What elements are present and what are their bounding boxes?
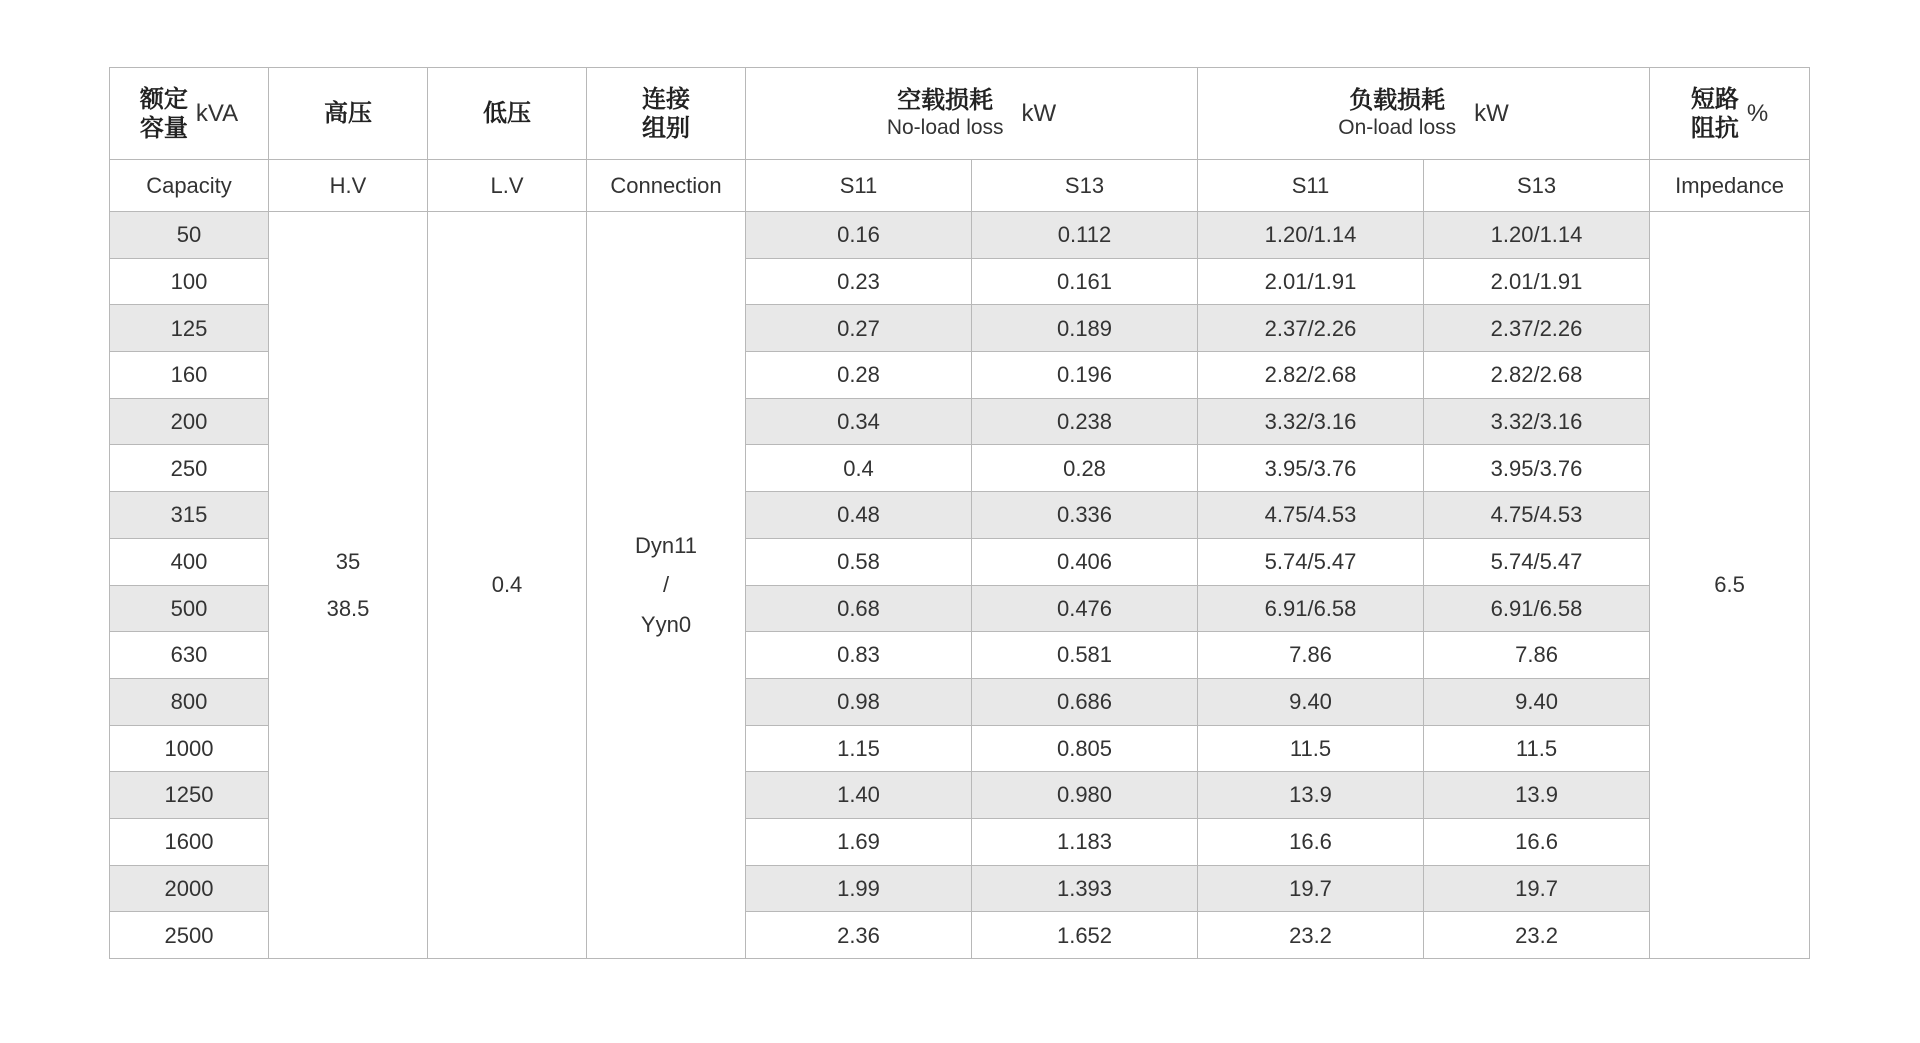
onload-s11-header [1198, 160, 1424, 212]
hv-value-1: 35 [335, 548, 361, 574]
lv-en-header [428, 160, 587, 212]
connection-value-2: / [662, 572, 670, 598]
lv-en: L.V [490, 172, 524, 198]
onload-s13-cell: 9.40 [1424, 678, 1650, 725]
table-row [110, 212, 1810, 259]
noload-s11-cell: 0.4 [746, 445, 972, 492]
onload-en: On-load loss [1338, 116, 1457, 140]
noload-s13-cell: 0.161 [972, 258, 1198, 305]
impedance-merged-cell [1650, 212, 1810, 959]
hv-merged-cell [269, 212, 428, 959]
onload-s11-cell: 16.6 [1198, 818, 1424, 865]
onload-s13-cell: 11.5 [1424, 725, 1650, 772]
onload-s13-cell: 4.75/4.53 [1424, 492, 1650, 539]
connection-merged-cell [587, 212, 746, 959]
impedance-cn-line2: 阻抗 [1690, 113, 1739, 142]
capacity-cell: 630 [110, 632, 269, 679]
noload-s13-cell: 0.686 [972, 678, 1198, 725]
table-body [110, 212, 1810, 959]
impedance-value: 6.5 [1714, 572, 1745, 598]
onload-s11-cell: 7.86 [1198, 632, 1424, 679]
onload-s11-cell: 2.82/2.68 [1198, 352, 1424, 399]
capacity-unit: kVA [195, 99, 239, 127]
noload-cn: 空载损耗 [897, 85, 994, 114]
noload-s11-cell: 1.99 [746, 865, 972, 912]
noload-header [746, 68, 1198, 160]
onload-s11-cell: 4.75/4.53 [1198, 492, 1424, 539]
noload-s13-cell: 0.196 [972, 352, 1198, 399]
onload-s13-cell: 3.95/3.76 [1424, 445, 1650, 492]
onload-s13-cell: 13.9 [1424, 772, 1650, 819]
onload-s11-cell: 3.32/3.16 [1198, 398, 1424, 445]
noload-s13-cell: 0.238 [972, 398, 1198, 445]
noload-s11-cell: 1.15 [746, 725, 972, 772]
hv-cn: 高压 [324, 98, 372, 127]
onload-header [1198, 68, 1650, 160]
noload-en: No-load loss [886, 116, 1004, 140]
onload-s11-cell: 19.7 [1198, 865, 1424, 912]
onload-s11-label: S11 [1291, 172, 1330, 198]
lv-header [428, 68, 587, 160]
noload-s13-cell: 0.805 [972, 725, 1198, 772]
hv-en-header [269, 160, 428, 212]
noload-s13-cell: 1.652 [972, 912, 1198, 959]
capacity-cn-line2: 容量 [139, 113, 188, 142]
onload-s13-cell: 6.91/6.58 [1424, 585, 1650, 632]
capacity-cell: 800 [110, 678, 269, 725]
noload-s13-cell: 0.406 [972, 538, 1198, 585]
noload-s13-label: S13 [1064, 172, 1105, 198]
noload-s13-cell: 0.28 [972, 445, 1198, 492]
capacity-cell: 1000 [110, 725, 269, 772]
capacity-cell: 160 [110, 352, 269, 399]
onload-s13-cell: 2.01/1.91 [1424, 258, 1650, 305]
impedance-header [1650, 68, 1810, 160]
noload-s13-cell: 0.189 [972, 305, 1198, 352]
noload-s11-label: S11 [839, 172, 878, 198]
capacity-cell: 50 [110, 212, 269, 259]
connection-header [587, 68, 746, 160]
noload-s11-header [746, 160, 972, 212]
onload-unit: kW [1474, 99, 1509, 127]
onload-s11-cell: 13.9 [1198, 772, 1424, 819]
noload-s11-cell: 0.68 [746, 585, 972, 632]
onload-s13-cell: 5.74/5.47 [1424, 538, 1650, 585]
capacity-header [110, 68, 269, 160]
capacity-cell: 100 [110, 258, 269, 305]
onload-s11-cell: 6.91/6.58 [1198, 585, 1424, 632]
onload-s13-cell: 2.37/2.26 [1424, 305, 1650, 352]
connection-cn-line1: 连接 [642, 84, 690, 113]
capacity-cell: 125 [110, 305, 269, 352]
header-row-top [110, 68, 1810, 160]
capacity-cell: 315 [110, 492, 269, 539]
onload-s13-cell: 1.20/1.14 [1424, 212, 1650, 259]
noload-s11-cell: 1.69 [746, 818, 972, 865]
capacity-cell: 200 [110, 398, 269, 445]
noload-s13-header [972, 160, 1198, 212]
capacity-cell: 2500 [110, 912, 269, 959]
onload-s13-cell: 2.82/2.68 [1424, 352, 1650, 399]
noload-s13-cell: 0.476 [972, 585, 1198, 632]
onload-s11-cell: 2.01/1.91 [1198, 258, 1424, 305]
noload-s11-cell: 0.83 [746, 632, 972, 679]
onload-cn: 负载损耗 [1349, 85, 1446, 114]
hv-en: H.V [329, 172, 367, 198]
onload-s13-cell: 23.2 [1424, 912, 1650, 959]
header-row-bottom [110, 160, 1810, 212]
noload-s11-cell: 0.48 [746, 492, 972, 539]
connection-en: Connection [610, 172, 722, 198]
capacity-cell: 1250 [110, 772, 269, 819]
noload-s11-cell: 0.98 [746, 678, 972, 725]
capacity-cell: 250 [110, 445, 269, 492]
onload-s13-label: S13 [1516, 172, 1557, 198]
lv-cn: 低压 [483, 98, 531, 127]
capacity-cell: 2000 [110, 865, 269, 912]
capacity-en-header [110, 160, 269, 212]
noload-s11-cell: 0.28 [746, 352, 972, 399]
capacity-cell: 500 [110, 585, 269, 632]
impedance-unit: % [1746, 99, 1769, 127]
onload-s11-cell: 9.40 [1198, 678, 1424, 725]
noload-s11-cell: 2.36 [746, 912, 972, 959]
onload-s13-cell: 16.6 [1424, 818, 1650, 865]
onload-s13-header [1424, 160, 1650, 212]
onload-s11-cell: 23.2 [1198, 912, 1424, 959]
noload-s13-cell: 0.112 [972, 212, 1198, 259]
noload-s13-cell: 0.980 [972, 772, 1198, 819]
noload-s11-cell: 0.16 [746, 212, 972, 259]
noload-s13-cell: 0.336 [972, 492, 1198, 539]
spec-table [109, 67, 1810, 959]
noload-s13-cell: 1.393 [972, 865, 1198, 912]
hv-value-2: 38.5 [326, 596, 370, 621]
onload-s11-cell: 3.95/3.76 [1198, 445, 1424, 492]
onload-s13-cell: 19.7 [1424, 865, 1650, 912]
connection-en-header [587, 160, 746, 212]
noload-s13-cell: 1.183 [972, 818, 1198, 865]
onload-s13-cell: 7.86 [1424, 632, 1650, 679]
table-header [110, 68, 1810, 212]
connection-value-3: Yyn0 [640, 611, 692, 637]
onload-s11-cell: 11.5 [1198, 725, 1424, 772]
connection-cn-line2: 组别 [642, 113, 690, 142]
impedance-en: Impedance [1675, 172, 1784, 198]
lv-merged-cell [428, 212, 587, 959]
onload-s11-cell: 1.20/1.14 [1198, 212, 1424, 259]
noload-s11-cell: 0.34 [746, 398, 972, 445]
connection-value-1: Dyn11 [635, 533, 697, 559]
onload-s11-cell: 5.74/5.47 [1198, 538, 1424, 585]
noload-unit: kW [1021, 99, 1057, 127]
capacity-cn-line1: 额定 [139, 84, 188, 113]
hv-header [269, 68, 428, 160]
capacity-en: Capacity [146, 172, 232, 198]
capacity-cell: 400 [110, 538, 269, 585]
noload-s11-cell: 0.27 [746, 305, 972, 352]
noload-s11-cell: 0.58 [746, 538, 972, 585]
onload-s11-cell: 2.37/2.26 [1198, 305, 1424, 352]
lv-value: 0.4 [491, 572, 523, 598]
noload-s11-cell: 0.23 [746, 258, 972, 305]
noload-s13-cell: 0.581 [972, 632, 1198, 679]
onload-s13-cell: 3.32/3.16 [1424, 398, 1650, 445]
impedance-en-header [1650, 160, 1810, 212]
impedance-cn-line1: 短路 [1690, 84, 1739, 113]
capacity-cell: 1600 [110, 818, 269, 865]
noload-s11-cell: 1.40 [746, 772, 972, 819]
